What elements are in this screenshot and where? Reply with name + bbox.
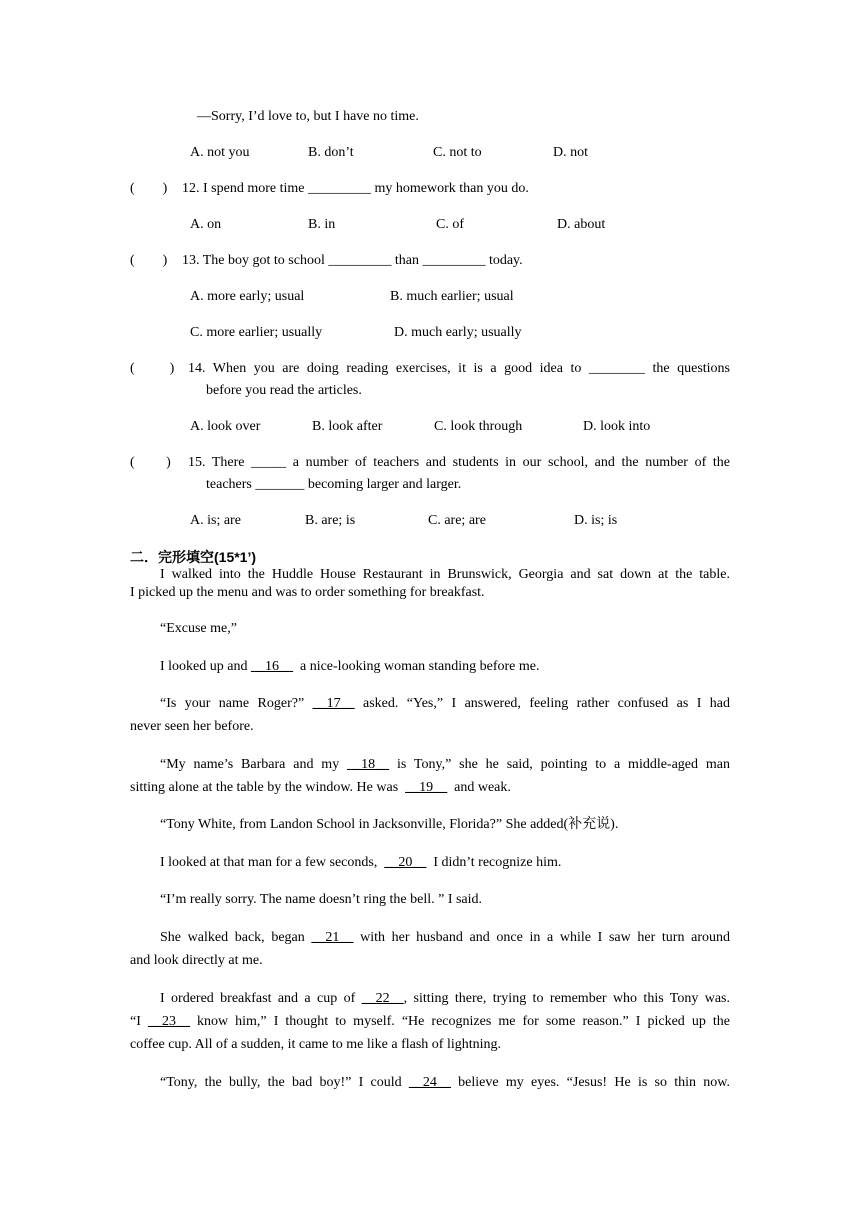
- p7: I looked at that man for a few seconds, __20__ I didn’t recognize him.: [160, 855, 562, 870]
- q12-option-a: A. on: [190, 217, 222, 232]
- blank-19: __19__: [405, 780, 448, 795]
- p4-line2: never seen her before.: [130, 719, 254, 734]
- blank-17: __17__: [312, 696, 355, 711]
- q15-stem-line1: 15. There _____ a number of teachers and students in our school, and the number of the: [188, 455, 730, 470]
- p6: “Tony White, from Landon School in Jacksonville, Florida?” She added(补充说).: [160, 817, 619, 832]
- q12-option-c: C. of: [436, 217, 464, 232]
- p9-line2: and look directly at me.: [130, 953, 263, 968]
- p5-line2: sitting alone at the table by the window. He was __19__ and weak.: [130, 780, 511, 795]
- q13-option-a: A. more early; usual: [190, 289, 305, 304]
- q13-option-d: D. much early; usually: [394, 325, 522, 340]
- q15-option-d: D. is; is: [574, 513, 618, 528]
- p4-line1: “Is your name Roger?” __17__ asked. “Yes,” I answered, feeling rather confused as I had: [160, 696, 730, 711]
- p3: I looked up and __16__ a nice-looking woman standing before me.: [160, 659, 540, 674]
- q13-option-b: B. much earlier; usual: [390, 289, 514, 304]
- q14-option-d: D. look into: [583, 419, 651, 434]
- p8: “I’m really sorry. The name doesn’t ring the bell. ” I said.: [160, 892, 483, 907]
- q14-option-c: C. look through: [434, 419, 523, 434]
- p1-line2: I picked up the menu and was to order something for breakfast.: [130, 585, 485, 600]
- q14-stem-line2: before you read the articles.: [206, 383, 362, 398]
- q11-option-a: A. not you: [190, 145, 250, 160]
- blank-23: __23__: [147, 1014, 190, 1029]
- blank-21: __21__: [311, 930, 354, 945]
- q11-reply: —Sorry, I’d love to, but I have no time.: [197, 109, 419, 124]
- q11-option-c: C. not to: [433, 145, 482, 160]
- blank-18: __18__: [347, 757, 390, 772]
- q15-option-a: A. is; are: [190, 513, 241, 528]
- p10-line2: “I __23__ know him,” I thought to myself. “He recognizes me for some reason.” I picked up the: [130, 1014, 730, 1029]
- q14-option-a: A. look over: [190, 419, 261, 434]
- p2: “Excuse me,”: [160, 621, 237, 636]
- p11-line1: “Tony, the bully, the bad boy!” I could __24__ believe my eyes. “Jesus! He is so thin now.: [160, 1075, 730, 1090]
- q13-answer-paren: ( ): [130, 253, 168, 268]
- p9-line1: She walked back, began __21__ with her husband and once in a while I saw her turn around: [160, 930, 730, 945]
- section2-heading: 二．完形填空(15*1’): [130, 549, 257, 565]
- q15-answer-paren: ( ): [130, 455, 171, 470]
- blank-20: __20__: [384, 855, 427, 870]
- q15-stem-line2: teachers _______ becoming larger and larger.: [206, 477, 462, 492]
- p1-line1: I walked into the Huddle House Restaurant in Brunswick, Georgia and sat down at the table.: [160, 567, 730, 582]
- blank-16: __16__: [250, 659, 293, 674]
- p10-line3: coffee cup. All of a sudden, it came to me like a flash of lightning.: [130, 1037, 502, 1052]
- q13-stem: 13. The boy got to school _________ than _________ today.: [182, 253, 523, 268]
- p10-line1: I ordered breakfast and a cup of __22__, sitting there, trying to remember who this Tony was.: [160, 991, 730, 1006]
- q14-answer-paren: ( ): [130, 361, 175, 376]
- q14-option-b: B. look after: [312, 419, 383, 434]
- q15-option-c: C. are; are: [428, 513, 486, 528]
- q12-option-d: D. about: [557, 217, 606, 232]
- q11-option-b: B. don’t: [308, 145, 354, 160]
- blank-24: __24__: [408, 1075, 451, 1090]
- p5-line1: “My name’s Barbara and my __18__ is Tony,” she he said, pointing to a middle-aged man: [160, 757, 730, 772]
- q13-option-c: C. more earlier; usually: [190, 325, 323, 340]
- q12-answer-paren: ( ): [130, 181, 168, 196]
- q11-option-d: D. not: [553, 145, 588, 160]
- blank-22: __22__: [361, 991, 404, 1006]
- q14-stem-line1: 14. When you are doing reading exercises, it is a good idea to ________ the questions: [188, 361, 730, 376]
- q12-stem: 12. I spend more time _________ my homework than you do.: [182, 181, 529, 196]
- q15-option-b: B. are; is: [305, 513, 356, 528]
- q12-option-b: B. in: [308, 217, 336, 232]
